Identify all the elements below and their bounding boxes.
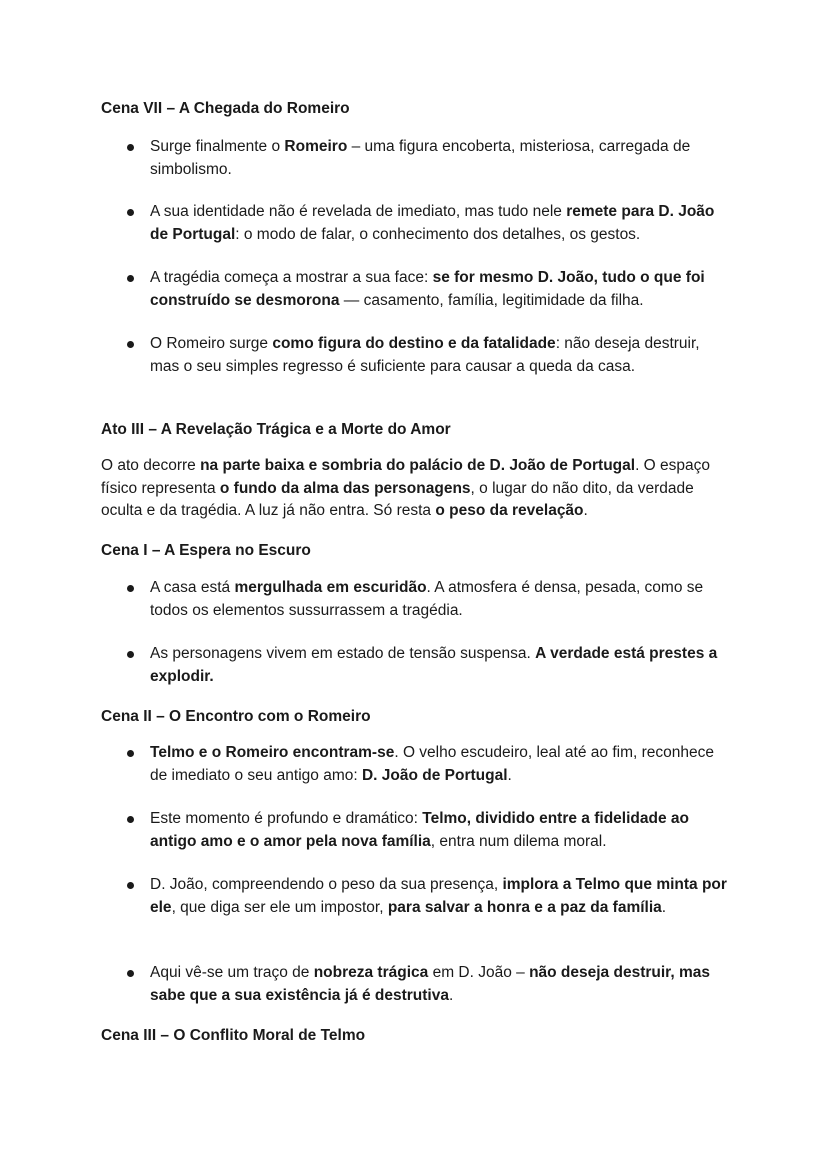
text: — casamento, família, legitimidade da filha. [339, 291, 644, 309]
text: , o lugar do não dito, da verdade oculta e da tragédia. A luz já não entra. Só resta [101, 479, 694, 519]
bullet-text [150, 876, 727, 916]
text: O ato decorre [101, 457, 201, 474]
list-item [101, 742, 732, 787]
list-item [101, 333, 732, 378]
list-item [101, 808, 732, 853]
bold-text: como figura do destino e da fatalidade [272, 335, 556, 352]
list-item [101, 962, 732, 1007]
bullet-icon [127, 144, 134, 151]
bold-text: A verdade está prestes a explodir. [150, 645, 718, 685]
text: O Romeiro surge [150, 335, 273, 352]
bold-text: para salvar a honra e a paz da família [387, 898, 662, 916]
section-heading: Cena I – A Espera no Escuro [101, 542, 311, 559]
text: . O espaço físico representa [101, 457, 711, 497]
text: – uma figura encoberta, misteriosa, carregada de simbolismo. [150, 138, 691, 178]
bullet-text [150, 335, 700, 375]
bullet-icon [127, 585, 134, 592]
bold-text: se for mesmo D. João, tudo o que foi construído se desmorona [150, 269, 705, 309]
bold-text: implora a Telmo que minta por ele [150, 876, 727, 916]
list-item [101, 577, 732, 622]
bold-text: remete para D. João de Portugal [150, 203, 715, 243]
bold-text: nobreza trágica [313, 964, 429, 981]
bold-text: na parte baixa e sombria do palácio de D. João de Portugal [200, 457, 636, 474]
text: . [507, 766, 512, 784]
text: : o modo de falar, o conhecimento dos detalhes, os gestos. [235, 225, 641, 243]
bullet-icon [127, 882, 134, 889]
text: em D. João – [428, 964, 530, 981]
bullet-text [150, 138, 690, 178]
text: . A atmosfera é densa, pesada, como se todos os elementos sussurrassem a tragédia. [150, 579, 704, 619]
bullet-text [150, 645, 717, 685]
bold-text: não deseja destruir, mas sabe que a sua existência já é destrutiva [150, 964, 710, 1004]
bold-text: Telmo, dividido entre a fidelidade ao antigo amo e o amor pela nova família [150, 810, 689, 850]
text: . [583, 502, 588, 519]
text: A sua identidade não é revelada de imediato, mas tudo nele [150, 203, 567, 220]
bullet-icon [127, 651, 134, 658]
text: As personagens vivem em estado de tensão suspensa. [150, 645, 536, 662]
bold-text: o peso da revelação [435, 502, 584, 519]
text: , que diga ser ele um impostor, [171, 898, 388, 916]
text: : não deseja destruir, mas o seu simples regresso é suficiente para causar a queda da casa. [150, 335, 700, 375]
text: . O velho escudeiro, leal até ao fim, reconhece de imediato o seu antigo amo: [150, 744, 714, 784]
bullet-icon [127, 970, 134, 977]
bullet-icon [127, 341, 134, 348]
bullet-icon [127, 275, 134, 282]
text: , entra num dilema moral. [430, 832, 607, 850]
body-paragraph [101, 455, 733, 523]
section-heading: Cena II – O Encontro com o Romeiro [101, 708, 371, 725]
list-item [101, 874, 732, 919]
text: D. João, compreendendo o peso da sua presença, [150, 876, 503, 893]
text: Este momento é profundo e dramático: [150, 810, 423, 827]
bold-text: Telmo e o Romeiro encontram-se [150, 744, 395, 761]
bullet-text [150, 964, 710, 1004]
bullet-icon [127, 816, 134, 823]
bullet-icon [127, 750, 134, 757]
section-heading: Ato III – A Revelação Trágica e a Morte do Amor [101, 421, 451, 438]
list-item [101, 201, 732, 246]
bullet-text [150, 744, 714, 784]
section-heading: Cena III – O Conflito Moral de Telmo [101, 1027, 366, 1044]
bold-text: o fundo da alma das personagens [219, 479, 471, 497]
list-item [101, 136, 732, 181]
text: Aqui vê-se um traço de [150, 964, 314, 981]
list-item [101, 643, 732, 688]
bullet-text [150, 203, 714, 243]
bullet-text [150, 810, 689, 850]
text: . [448, 986, 454, 1004]
text: . [661, 898, 667, 916]
section-heading: Cena VII – A Chegada do Romeiro [101, 100, 350, 117]
bold-text: D. João de Portugal [361, 766, 508, 784]
bold-text: Romeiro [284, 138, 348, 155]
text: Surge finalmente o [150, 138, 285, 155]
bullet-text [150, 579, 703, 619]
text: A tragédia começa a mostrar a sua face: [150, 269, 433, 286]
list-item [101, 267, 732, 312]
bullet-text [150, 269, 705, 309]
text: A casa está [150, 579, 235, 596]
bold-text: mergulhada em escuridão [234, 579, 427, 596]
bullet-icon [127, 209, 134, 216]
